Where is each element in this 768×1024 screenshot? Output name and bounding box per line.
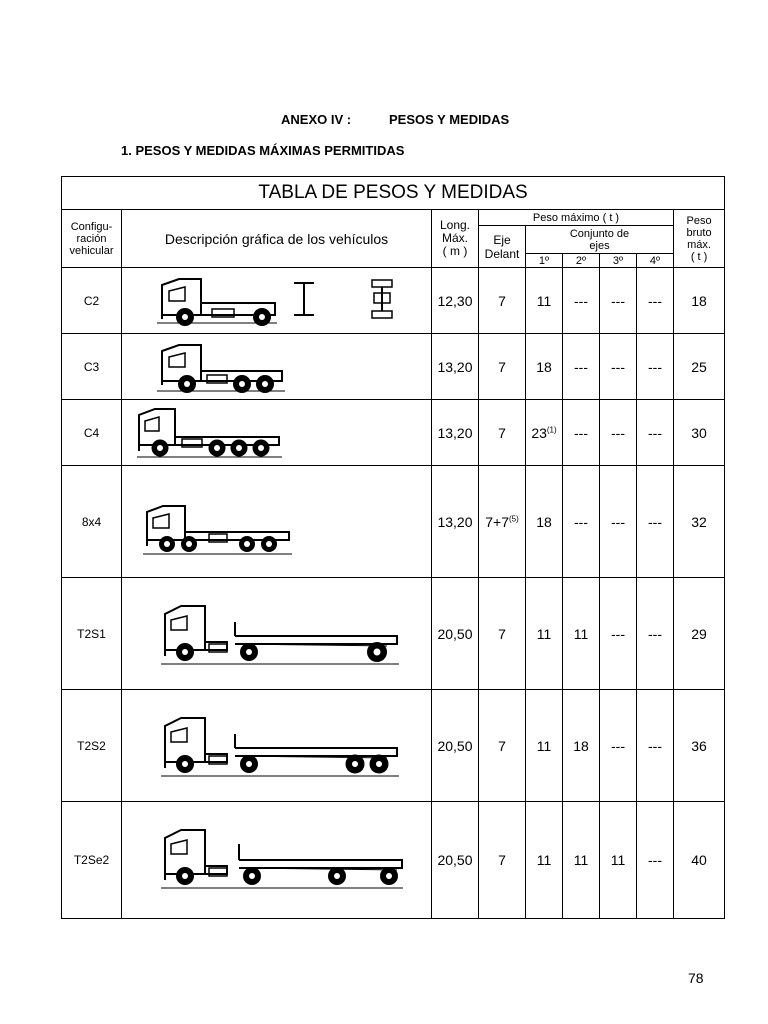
config-cell: C4: [62, 400, 122, 466]
axle1-cell: 11: [526, 268, 563, 334]
axle1-cell: 11: [526, 690, 563, 802]
axle1-cell: 11: [526, 578, 563, 690]
axle2-cell: ---: [563, 466, 600, 578]
length-cell: 20,50: [432, 802, 479, 919]
bruto-cell: 18: [674, 268, 725, 334]
axle3-cell: ---: [600, 334, 637, 400]
axle4-cell: ---: [637, 400, 674, 466]
axle3-cell: ---: [600, 400, 637, 466]
header-config: Configu- ración vehicular: [62, 210, 122, 268]
axle2-cell: 11: [563, 802, 600, 919]
table-row: [62, 268, 725, 334]
axle1-cell: 18: [526, 466, 563, 578]
page-number: 78: [688, 970, 704, 986]
axle4-cell: ---: [637, 578, 674, 690]
length-cell: 20,50: [432, 690, 479, 802]
eje-cell: 7: [479, 400, 526, 466]
header-description: Descripción gráfica de los vehículos: [122, 210, 432, 268]
config-cell: C2: [62, 268, 122, 334]
length-cell: 13,20: [432, 466, 479, 578]
config-cell: T2Se2: [62, 802, 122, 919]
bruto-cell: 25: [674, 334, 725, 400]
weights-table: [61, 176, 725, 919]
annex-title: PESOS Y MEDIDAS: [389, 112, 510, 127]
axle4-cell: ---: [637, 466, 674, 578]
axle2-cell: ---: [563, 400, 600, 466]
bruto-cell: 36: [674, 690, 725, 802]
header-peso-bruto: Peso bruto máx. ( t ): [674, 210, 725, 268]
header-axle-3: 3º: [600, 254, 637, 268]
eje-cell: 7: [479, 802, 526, 919]
table-title: TABLA DE PESOS Y MEDIDAS: [62, 177, 725, 210]
axle2-cell: ---: [563, 334, 600, 400]
axle4-cell: ---: [637, 268, 674, 334]
axle1-cell: 11: [526, 802, 563, 919]
axle3-cell: ---: [600, 466, 637, 578]
axle3-cell: 11: [600, 802, 637, 919]
table-row: [62, 690, 725, 802]
length-cell: 12,30: [432, 268, 479, 334]
length-cell: 13,20: [432, 334, 479, 400]
length-cell: 13,20: [432, 400, 479, 466]
axle2-cell: ---: [563, 268, 600, 334]
eje-cell: 7: [479, 268, 526, 334]
axle4-cell: ---: [637, 802, 674, 919]
table-row: [62, 334, 725, 400]
bruto-cell: 30: [674, 400, 725, 466]
table-row: [62, 578, 725, 690]
vehicle-drawing-t2se2: [122, 802, 432, 919]
vehicle-drawing-8x4: [122, 466, 432, 578]
eje-cell: $7+7^{(5)}$: [479, 466, 526, 578]
axle1-cell: 23$^{(1)}$: [526, 400, 563, 466]
section-title: 1. PESOS Y MEDIDAS MÁXIMAS PERMITIDAS: [121, 143, 405, 158]
header-peso-maximo: Peso máximo ( t ): [479, 210, 674, 226]
vehicle-drawing-c2: [122, 268, 432, 334]
header-length: Long. Máx. ( m ): [432, 210, 479, 268]
header-axle-4: 4º: [637, 254, 674, 268]
header-axle-2: 2º: [563, 254, 600, 268]
annex-label: ANEXO IV :: [281, 112, 352, 127]
length-cell: 20,50: [432, 578, 479, 690]
vehicle-drawing-c4: [122, 400, 432, 466]
bruto-cell: 29: [674, 578, 725, 690]
table-row: [62, 802, 725, 919]
bruto-cell: 32: [674, 466, 725, 578]
axle2-cell: 18: [563, 690, 600, 802]
axle3-cell: ---: [600, 578, 637, 690]
config-cell: C3: [62, 334, 122, 400]
header-eje-delant: Eje Delant: [479, 226, 526, 268]
table-row: [62, 466, 725, 578]
eje-cell: 7: [479, 690, 526, 802]
table-row: [62, 400, 725, 466]
config-cell: T2S1: [62, 578, 122, 690]
vehicle-drawing-c3: [122, 334, 432, 400]
config-cell: T2S2: [62, 690, 122, 802]
bruto-cell: 40: [674, 802, 725, 919]
eje-cell: 7: [479, 334, 526, 400]
axle1-cell: 18: [526, 334, 563, 400]
header-conjunto: Conjunto de ejes: [526, 226, 674, 254]
eje-cell: 7: [479, 578, 526, 690]
axle4-cell: ---: [637, 334, 674, 400]
axle4-cell: ---: [637, 690, 674, 802]
header-axle-1: 1º: [526, 254, 563, 268]
axle3-cell: ---: [600, 268, 637, 334]
vehicle-drawing-t2s2: [122, 690, 432, 802]
config-cell: 8x4: [62, 466, 122, 578]
vehicle-drawing-t2s1: [122, 578, 432, 690]
axle3-cell: ---: [600, 690, 637, 802]
axle2-cell: 11: [563, 578, 600, 690]
